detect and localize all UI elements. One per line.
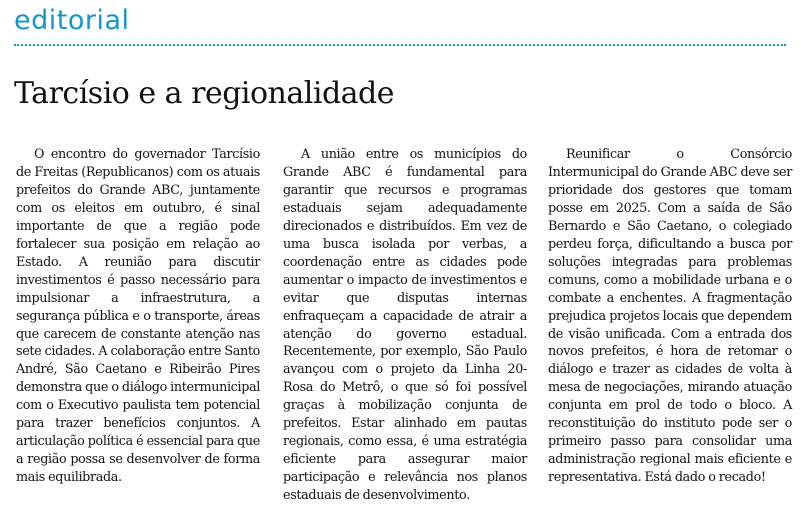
article-column-3 [548,146,792,487]
article-column-1 [16,146,260,487]
article-column-2 [283,146,527,505]
section-divider [14,44,786,46]
paragraph: Reunificar o Consórcio Intermunicipal do Grande ABC deve ser prioridade dos gestores que tomam posse em 2025. Com a saída de São Bernardo e São Caetano, o colegiado perdeu força, dificultando a busca por soluções integradas para problemas comuns, como a mobilidade urbana e o combate a enchentes. A fragmentação prejudica projetos locais que dependem de visão unificada. Com a entrada dos novos prefeitos, é hora de retomar o diálogo e trazer as cidades de volta à mesa de negociações, mirando atuação conjunta em prol de todo o bloco. A reconstituição do instituto pode ser o primeiro passo para consolidar uma administração regional mais eficiente e representativa. Está dado o recado! [548,147,792,486]
paragraph: A união entre os municípios do Grande ABC é fundamental para garantir que recursos e programas estaduais sejam adequadamente direcionados e distribuídos. Em vez de uma busca isolada por verbas, a coordenação entre as cidades pode aumentar o impacto de investimentos e evitar que disputas internas enfraqueçam a capacidade de atrair a atenção do governo estadual. Recentemente, por exemplo, São Paulo avançou com o projeto da Linha 20-Rosa do Metrô, o que só foi possível graças à mobilização conjunta de prefeitos. Estar alinhado em pautas regionais, como essa, é uma estratégia eficiente para assegurar maior participação e relevância nos planos estaduais de desenvolvimento. [283,147,527,504]
paragraph: O encontro do governador Tarcísio de Freitas (Republicanos) com os atuais prefeitos do Grande ABC, juntamente com os eleitos em outubro, é sinal importante de que a região pode fortalecer sua posição em relação ao Estado. A reunião para discutir investimentos é passo necessário para impulsionar a infraestrutura, a segurança pública e o transporte, áreas que carecem de constante atenção nas sete cidades. A colaboração entre Santo André, São Caetano e Ribeirão Pires demonstra que o diálogo intermunicipal com o Executivo paulista tem potencial para trazer benefícios conjuntos. A articulação política é essencial para que a região possa se desenvolver de forma mais equilibrada. [16,147,260,486]
headline: Tarcísio e a regionalidade [14,76,395,111]
section-label: editorial [14,5,130,36]
article-body [0,146,800,506]
